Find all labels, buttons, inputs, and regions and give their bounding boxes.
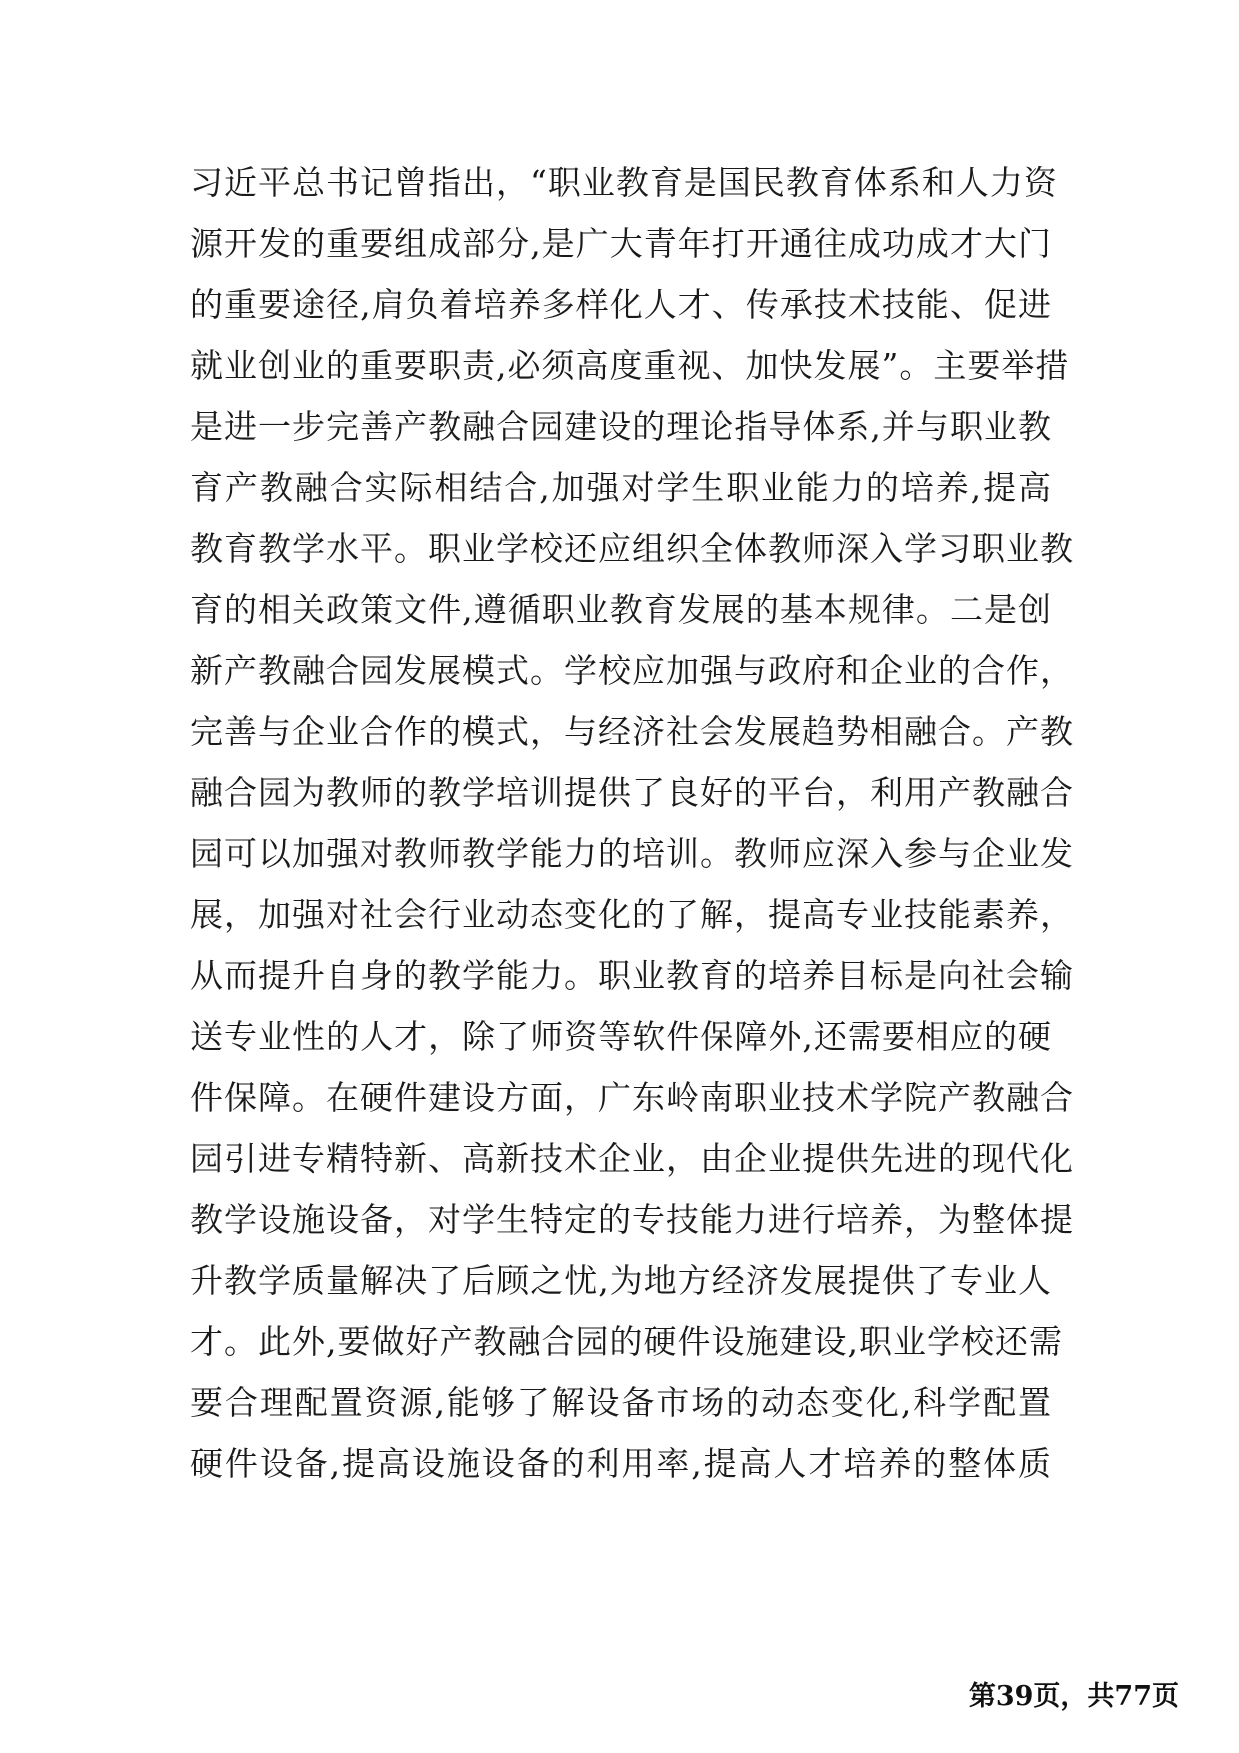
text-line: 育产教融合实际相结合,加强对学生职业能力的培养,提高 — [190, 468, 1052, 507]
text-line: 源开发的重要组成部分,是广大青年打开通往成功成才大门 — [190, 224, 1052, 263]
page-number-footer: 第39页，共77页 — [968, 1681, 1179, 1712]
text-line: 就业创业的重要职责,必须高度重视、加快发展”。主要举措 — [190, 346, 1070, 385]
text-line: 完善与企业合作的模式，与经济社会发展趋势相融合。产教 — [190, 712, 1074, 751]
text-line: 园引进专精特新、高新技术企业，由企业提供先进的现代化 — [190, 1139, 1074, 1178]
text-line: 展，加强对社会行业动态变化的了解，提高专业技能素养， — [190, 895, 1074, 934]
text-line: 的重要途径,肩负着培养多样化人才、传承技术技能、促进 — [190, 285, 1052, 324]
text-line: 新产教融合园发展模式。学校应加强与政府和企业的合作， — [190, 651, 1074, 690]
body-paragraph — [190, 152, 1074, 1494]
text-line: 硬件设备,提高设施设备的利用率,提高人才培养的整体质 — [190, 1444, 1052, 1483]
text-line: 才。此外,要做好产教融合园的硬件设施建设,职业学校还需 — [190, 1322, 1063, 1361]
text-line: 升教学质量解决了后顾之忧,为地方经济发展提供了专业人 — [190, 1261, 1052, 1300]
text-line: 园可以加强对教师教学能力的培训。教师应深入参与企业发 — [190, 834, 1074, 873]
text-line: 件保障。在硬件建设方面，广东岭南职业技术学院产教融合 — [190, 1078, 1074, 1117]
text-line: 教育教学水平。职业学校还应组织全体教师深入学习职业教 — [190, 529, 1074, 568]
text-line: 要合理配置资源,能够了解设备市场的动态变化,科学配置 — [190, 1383, 1052, 1422]
text-line: 习近平总书记曾指出，“职业教育是国民教育体系和人力资 — [190, 163, 1058, 202]
text-line: 从而提升自身的教学能力。职业教育的培养目标是向社会输 — [190, 956, 1074, 995]
text-line: 融合园为教师的教学培训提供了良好的平台，利用产教融合 — [190, 773, 1074, 812]
text-line: 送专业性的人才，除了师资等软件保障外,还需要相应的硬 — [190, 1017, 1052, 1056]
text-line: 教学设施设备，对学生特定的专技能力进行培养，为整体提 — [190, 1200, 1074, 1239]
text-line: 是进一步完善产教融合园建设的理论指导体系,并与职业教 — [190, 407, 1052, 446]
text-line: 育的相关政策文件,遵循职业教育发展的基本规律。二是创 — [190, 590, 1052, 629]
